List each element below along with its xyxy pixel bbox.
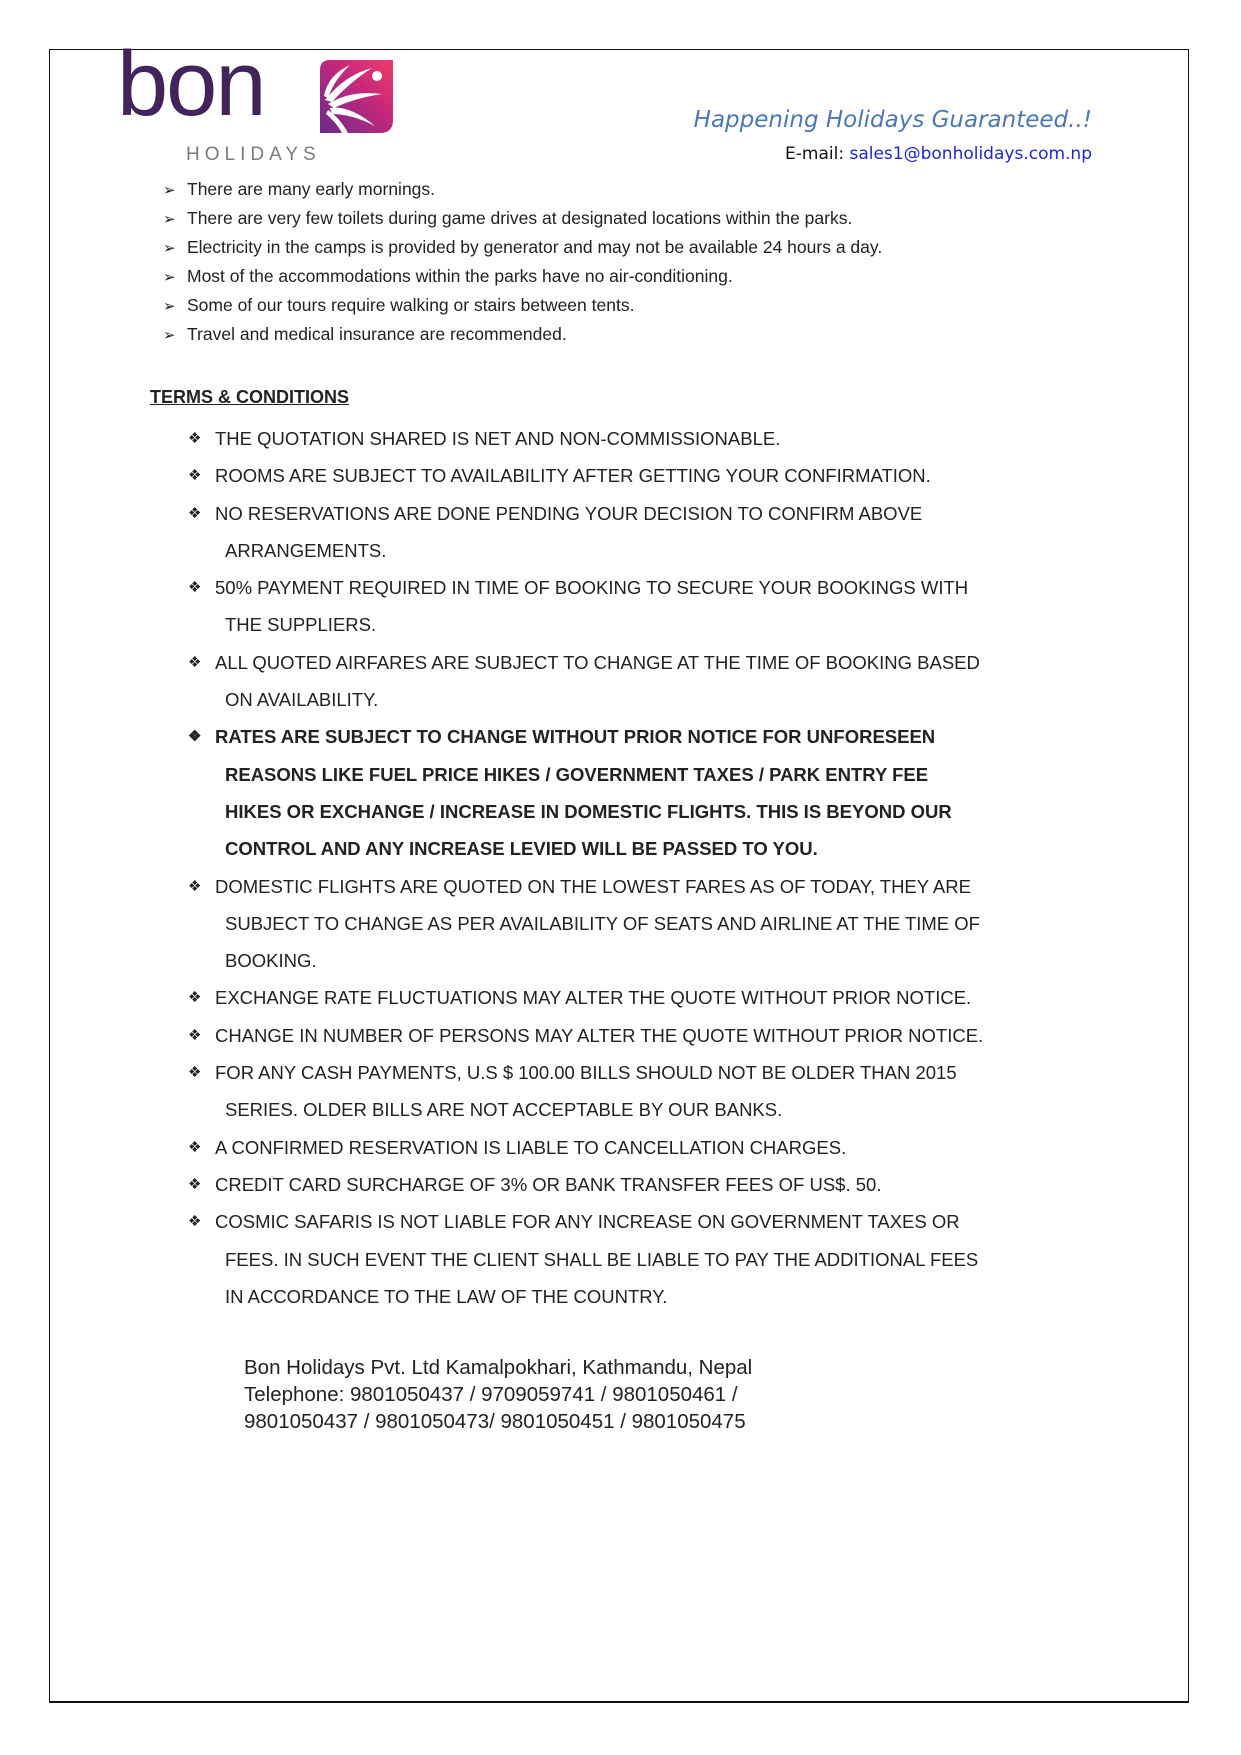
- diamond-bullet-icon: ❖: [188, 1175, 202, 1193]
- logo-subtitle: HOLIDAYS: [186, 144, 321, 165]
- term-item: [188, 644, 1108, 719]
- term-line: ROOMS ARE SUBJECT TO AVAILABILITY AFTER GETTING YOUR CONFIRMATION.: [215, 465, 931, 487]
- term-line: BOOKING.: [225, 950, 317, 972]
- term-line: RATES ARE SUBJECT TO CHANGE WITHOUT PRIOR NOTICE FOR UNFORESEEN: [215, 726, 936, 748]
- arrow-bullet-icon: ➢: [163, 327, 176, 344]
- diamond-bullet-icon: ❖: [188, 504, 202, 522]
- diamond-bullet-icon: ❖: [188, 728, 202, 746]
- note-text: Electricity in the camps is provided by generator and may not be available 24 hours a day.: [187, 237, 883, 257]
- term-line: 50% PAYMENT REQUIRED IN TIME OF BOOKING TO SECURE YOUR BOOKINGS WITH: [215, 577, 969, 599]
- diamond-bullet-icon: ❖: [188, 1026, 202, 1044]
- diamond-bullet-icon: ❖: [188, 877, 202, 895]
- arrow-bullet-icon: ➢: [163, 182, 176, 199]
- term-line: REASONS LIKE FUEL PRICE HIKES / GOVERNMENT TAXES / PARK ENTRY FEE: [225, 763, 929, 785]
- terms-list: [188, 420, 1108, 1315]
- term-item: [188, 495, 1108, 570]
- note-text: Most of the accommodations within the parks have no air-conditioning.: [187, 266, 733, 286]
- arrow-bullet-icon: ➢: [163, 298, 176, 315]
- arrow-bullet-icon: ➢: [163, 240, 176, 257]
- term-line: EXCHANGE RATE FLUCTUATIONS MAY ALTER THE QUOTE WITHOUT PRIOR NOTICE.: [215, 987, 972, 1009]
- email-link[interactable]: sales1@bonholidays.com.np: [849, 144, 1092, 164]
- term-line: HIKES OR EXCHANGE / INCREASE IN DOMESTIC FLIGHTS. THIS IS BEYOND OUR: [225, 800, 952, 822]
- term-line: SUBJECT TO CHANGE AS PER AVAILABILITY OF SEATS AND AIRLINE AT THE TIME OF: [225, 912, 980, 934]
- note-item: [163, 291, 882, 320]
- term-line: ARRANGEMENTS.: [225, 539, 387, 561]
- note-text: There are many early mornings.: [187, 179, 436, 199]
- note-item: [163, 175, 882, 204]
- term-item: [188, 1203, 1108, 1315]
- note-text: There are very few toilets during game drives at designated locations within the parks.: [187, 208, 853, 228]
- term-line: FEES. IN SUCH EVENT THE CLIENT SHALL BE LIABLE TO PAY THE ADDITIONAL FEES: [225, 1248, 979, 1270]
- term-item: [188, 1129, 1108, 1166]
- email-label: E-mail:: [785, 144, 850, 164]
- term-line: ON AVAILABILITY.: [225, 689, 379, 711]
- terms-title: TERMS & CONDITIONS: [150, 387, 350, 407]
- diamond-bullet-icon: ❖: [188, 653, 202, 671]
- diamond-bullet-icon: ❖: [188, 579, 202, 597]
- diamond-bullet-icon: ❖: [188, 1213, 202, 1231]
- logo-wordmark: bon: [117, 33, 265, 135]
- note-item: [163, 233, 882, 262]
- term-line: COSMIC SAFARIS IS NOT LIABLE FOR ANY INCREASE ON GOVERNMENT TAXES OR: [215, 1211, 960, 1233]
- term-item: [188, 1017, 1108, 1054]
- term-line: NO RESERVATIONS ARE DONE PENDING YOUR DECISION TO CONFIRM ABOVE: [215, 502, 923, 524]
- note-text: Some of our tours require walking or stairs between tents.: [187, 295, 635, 315]
- diamond-bullet-icon: ❖: [188, 1138, 202, 1156]
- notes-list: [163, 175, 882, 349]
- bon-holidays-logo: [117, 33, 417, 170]
- term-line: IN ACCORDANCE TO THE LAW OF THE COUNTRY.: [225, 1285, 668, 1307]
- footer-phone-line-1: Telephone: 9801050437 / 9709059741 / 9801050461 /: [244, 1383, 738, 1406]
- term-item: [188, 979, 1108, 1016]
- term-line: CHANGE IN NUMBER OF PERSONS MAY ALTER THE QUOTE WITHOUT PRIOR NOTICE.: [215, 1024, 984, 1046]
- term-line: CONTROL AND ANY INCREASE LEVIED WILL BE PASSED TO YOU.: [225, 838, 818, 860]
- term-item: [188, 718, 1108, 867]
- term-item: [188, 1166, 1108, 1203]
- tagline: Happening Holidays Guaranteed..!: [693, 107, 1092, 133]
- term-line: FOR ANY CASH PAYMENTS, U.S $ 100.00 BILLS SHOULD NOT BE OLDER THAN 2015: [215, 1062, 957, 1084]
- term-item: [188, 457, 1108, 494]
- diamond-bullet-icon: ❖: [188, 1064, 202, 1082]
- term-item: [188, 569, 1108, 644]
- note-item: [163, 204, 882, 233]
- term-line: THE SUPPLIERS.: [225, 614, 377, 636]
- term-item: [188, 1054, 1108, 1129]
- term-line: A CONFIRMED RESERVATION IS LIABLE TO CANCELLATION CHARGES.: [215, 1136, 847, 1158]
- diamond-bullet-icon: ❖: [188, 430, 202, 447]
- term-item: [188, 420, 1108, 457]
- arrow-bullet-icon: ➢: [163, 211, 176, 228]
- email-line: [785, 144, 1092, 164]
- term-line: CREDIT CARD SURCHARGE OF 3% OR BANK TRANSFER FEES OF US$. 50.: [215, 1173, 882, 1195]
- note-text: Travel and medical insurance are recommended.: [187, 324, 567, 344]
- term-line: THE QUOTATION SHARED IS NET AND NON-COMMISSIONABLE.: [215, 428, 781, 449]
- term-line: DOMESTIC FLIGHTS ARE QUOTED ON THE LOWEST FARES AS OF TODAY, THEY ARE: [215, 875, 971, 897]
- note-item: [163, 262, 882, 291]
- arrow-bullet-icon: ➢: [163, 269, 176, 286]
- footer-address: Bon Holidays Pvt. Ltd Kamalpokhari, Kathmandu, Nepal: [244, 1356, 753, 1379]
- footer-phone-line-2: 9801050437 / 9801050473/ 9801050451 / 9801050475: [244, 1410, 746, 1433]
- diamond-bullet-icon: ❖: [188, 989, 202, 1007]
- term-line: SERIES. OLDER BILLS ARE NOT ACCEPTABLE BY OUR BANKS.: [225, 1099, 783, 1121]
- term-item: [188, 868, 1108, 980]
- footer-contact: [244, 1354, 752, 1435]
- term-line: ALL QUOTED AIRFARES ARE SUBJECT TO CHANGE AT THE TIME OF BOOKING BASED: [215, 651, 980, 673]
- logo-palm-icon: [320, 60, 393, 133]
- note-item: [163, 320, 882, 349]
- diamond-bullet-icon: ❖: [188, 467, 202, 485]
